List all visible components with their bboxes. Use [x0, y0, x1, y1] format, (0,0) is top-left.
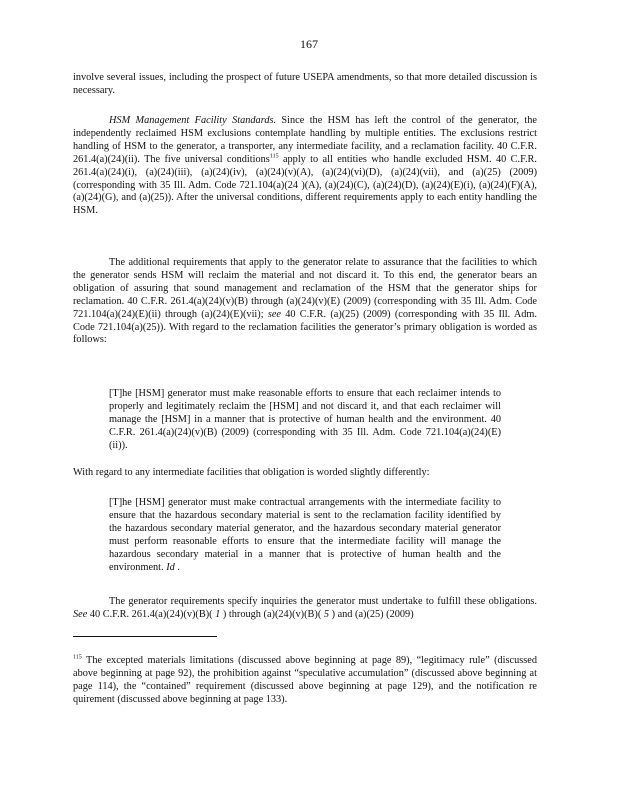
paragraph-hsm-standards: HSM Management Facility Standards. Since the HSM has left the control of the generator, the independently reclaimed HSM exclusions contemplate handling by multiple entities. The exclusions restrict handling of HSM to the generator, a transporter, any intermediate facility, and a reclamation facility. 40 C.F.R. 261.4(a)(24)(ii). The five universal conditions$^{115}$ apply to all entities who handle excluded HSM. 40 C.F.R. 261.4(a)(24)(i), (a)(24)(iii), (a)(24)(iv), (a)(24)(v)(A), (a)(24)(vi)(D), (a)(24)(vii), and (a)(25) (2009) (corresponding with 35 Ill. Adm. Code 721.104(a)(24 )(A), (a)(24)(C), (a)(24)(D), (a)(24)(E)(i), (a)(24)(F)(A), (a)(24)(G), and (a)(25)). After the universal conditions, different requirements apply to each entity handling the HSM. — [73, 115, 537, 217]
paragraph-generator-requirements: The additional requirements that apply to the generator relate to assurance that the facilities to which the generator sends HSM will reclaim the material and not discard it. To this end, the generator bears an obligation of assuring that sound management and reclamation of the HSM that the generator ships for reclamation. 40 C.F.R. 261.4(a)(24)(v)(B) through (a)(24)(v)(E) (2009) (corresponding with 35 Ill. Adm. Code 721.104(a)(24)(E)(ii) through (a)(24)(E)(vii); see 40 C.F.R. (a)(25) (2009) (corresponding with 35 Ill. Adm. Code 721.104(a)(25)). With regard to the reclamation facilities the generator’s primary obligation is worded as follows: — [73, 257, 538, 346]
signal-see: see — [267, 308, 281, 320]
page-number: 167 — [300, 37, 318, 51]
footnote-divider — [73, 636, 217, 637]
paragraph-inquiries: The generator requirements specify inquiries the generator must undertake to fulfill these obligations. See 40 C.F.R. 261.4(a)(24)(v)(B)( 1 ) through (a)(24)(v)(B)( 5 ) and (a)(25) (2009) — [73, 596, 537, 620]
block-quote-2: [T]he [HSM] generator must make contractual arrangements with the intermediate facility to ensure that the hazardous secondary material is sent to the reclamation facility identified by the hazardous secondary material generator, and the hazardous secondary material generator must perform reasonable efforts to ensure that the intermediate facility will manage the hazardous secondary material in a manner that is protective of human health and the environment. Id . — [109, 497, 501, 573]
section-heading: HSM Management Facility Standards. — [109, 115, 277, 126]
paragraph-intermediate — [73, 467, 537, 480]
paragraph-continuation — [73, 72, 537, 98]
footnote-115: $^{115}$ The excepted materials limitations (discussed above beginning at page 89), “legitimacy rule” (discussed above beginning at page 92), the prohibition against “speculative accumulation” (discussed above beginning at page 114), the “contained” requirement (discussed above beginning at page 129), and the notification re quirement (discussed above beginning at page 133). — [73, 654, 537, 705]
paragraph-1: involve several issues, including the prospect of future USEPA amendments, so that more detailed discussion is necessary. — [73, 72, 537, 96]
footnote-reference: 115 — [269, 153, 279, 160]
paragraph-4: With regard to any intermediate facilities that obligation is worded slightly differently: — [73, 467, 430, 478]
signal-see: See — [73, 608, 88, 620]
footnote-number: 115 — [73, 654, 82, 661]
block-quote-1: [T]he [HSM] generator must make reasonable efforts to ensure that each reclaimer intends to properly and legitimately reclaim the [HSM] and not discard it, and that each reclaimer will manage the [HSM] in a manner that is protective of human health and the environment. 40 C.F.R. 261.4(a)(24)(v)(B) (2009) (corresponding with 35 Ill. Adm. Code 721.104(a)(24)(E)(ii)). — [109, 388, 501, 451]
signal-id: Id — [166, 561, 175, 573]
